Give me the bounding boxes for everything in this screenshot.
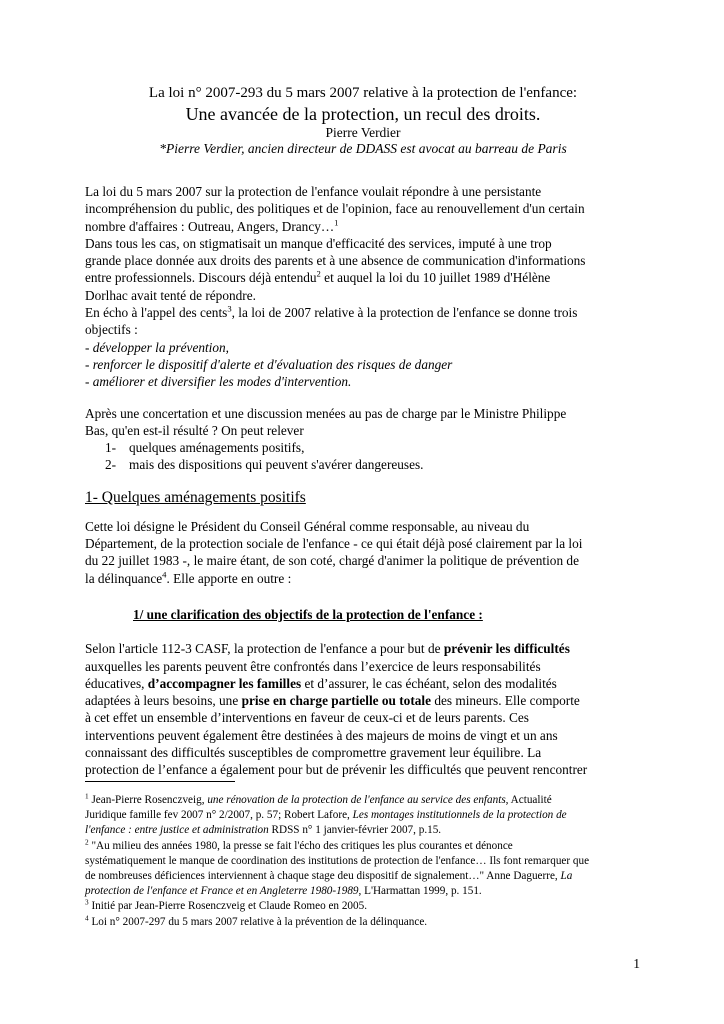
list-item [85,456,641,473]
page-number: 1 [633,956,640,971]
document-subtitle: Une avancée de la protection, un recul des droits. [185,104,541,124]
footnote-1: $^1$ Jean-Pierre Rosenczveig, une rénovation de la protection de l'enfance au service des enfants, Actualité Juridique famille fev 2007 n° 2/2007, p. 57; Robert Lafore, Les montages institutionnels de la protection de l'enfance : entre justice et administration RDSS n° 1 janvier-février 2007, p.15. [85,792,567,837]
page-content [85,84,641,779]
footnote-separator [85,781,235,782]
footnote-4: $^4$ Loi n° 2007-297 du 5 mars 2007 relative à la prévention de la délinquance. [85,913,428,928]
list-item-text: mais des dispositions qui peuvent s'avérer dangereuses. [129,457,424,473]
list-item [85,439,641,456]
list-item-number: 2- [105,457,117,473]
paragraph-article-112-3: Selon l'article 112-3 CASF, la protection de l'enfance a pour but de prévenir les difficultés auxquelles les parents peuvent être confrontés dans l’exercice de leurs responsabilités éducatives, d’accompagner les familles et d’assurer, le cas échéant, selon des modalités adaptées à leurs besoins, une prise en charge partielle ou totale des mineurs. Elle comporte à cet effet un ensemble d’interventions en faveur de ceux-ci et de leurs parents. Ces interventions peuvent également être destinées à des majeurs de moins de vingt et un ans connaissant des difficultés susceptibles de compromettre gravement leur équilibre. La protection de l’enfance a également pour but de prévenir les difficultés que peuvent rencontrer [85,641,588,778]
author-name: Pierre Verdier [325,125,401,140]
paragraph-objectifs: En écho à l'appel des cents$^3$, la loi de 2007 relative à la protection de l'enfance se donne trois objectifs : [85,303,578,338]
footnote-2: $^2$ "Au milieu des années 1980, la presse se fait l'écho des critiques les plus courantes et dénonce systématiquement le manque de coordination des institutions de protection de l'enfance… Ils font remarquer que de nombreuses déficiences interviennent à chaque stage deu dispositif de signalement…" Anne Daguerre, La protection de l'enfance et France et en Angleterre 1980-1989, L'Harmattan 1999, p. 151. [85,837,590,898]
list-item-text: quelques aménagements positifs, [129,440,305,456]
author-note: *Pierre Verdier, ancien directeur de DDASS est avocat au barreau de Paris [159,141,567,156]
paragraph-stigmatisation: Dans tous les cas, on stigmatisait un manque d'efficacité des services, imputé à une trop grande place donnée aux droits des parents et à une absence de communication d'informations entre professionnels. Discours déjà entendu$^2$ et auquel la loi du 10 juillet 1989 d'Hélène Dorlhac avait tenté de répondre. [85,235,586,303]
section-heading-1: 1- Quelques aménagements positifs [85,488,306,506]
footnote-3: $^3$ Initié par Jean-Pierre Rosenczveig et Claude Romeo en 2005. [85,898,367,913]
objectives-list: - développer la prévention, - renforcer le dispositif d'alerte et d'évaluation des risques de danger - améliorer et diversifier les modes d'intervention. [85,339,453,390]
list-item-number: 1- [105,440,117,456]
paragraph-conseil-general: Cette loi désigne le Président du Conseil Général comme responsable, au niveau du Département, de la protection sociale de l'enfance - ce qui était déjà posé clairement par la loi du 22 juillet 1983 -, le maire étant, de son coté, chargé d'animer la politique de prévention de la délinquance$^4$. Elle apporte en outre : [85,518,583,586]
subsection-heading-1: 1/ une clarification des objectifs de la protection de l'enfance : [133,606,483,622]
footnote-area [85,781,655,930]
paragraph-intro: La loi du 5 mars 2007 sur la protection de l'enfance voulait répondre à une persistante incompréhension du public, des politiques et de l'opinion, face au renouvellement d'un certain nombre d'affaires : Outreau, Angers, Drancy…$^1$ [85,184,585,234]
document-title: La loi n° 2007-293 du 5 mars 2007 relative à la protection de l'enfance: [148,85,578,101]
paragraph-concertation: Après une concertation et une discussion menées au pas de charge par le Ministre Philippe Bas, qu'en est-il résulté ? On peut relever [85,405,567,438]
